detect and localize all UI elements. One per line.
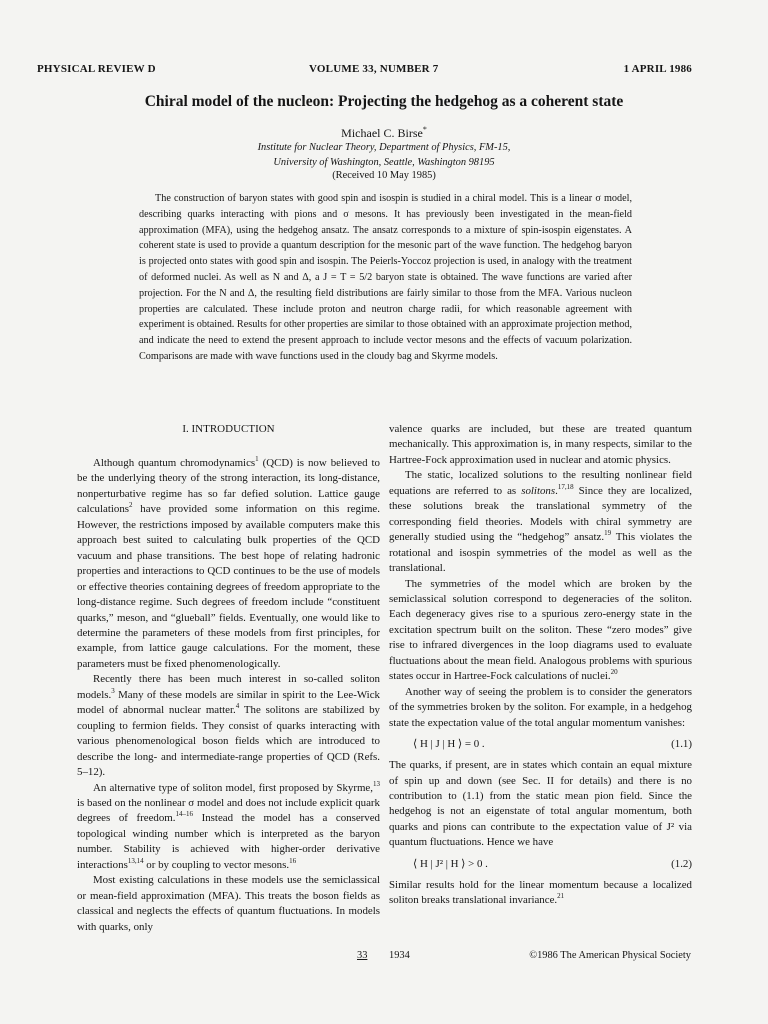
author-name <box>0 125 768 141</box>
paragraph-zero-modes: The symmetries of the model which are broken by the semiclassical solution correspond to degeneracies of the soliton. Each degeneracy gives rise to a spurious zero-energy state in the excitation spectrum built on the soliton. These “zero modes” give rise to infrared divergences in the loop diagrams used to evaluate fluctuations about the mean field. Analogous problems with spurious states occur in Hartree-Fock calculations of nuclei.$^{20}$ <box>389 577 692 683</box>
section-heading: I. INTRODUCTION <box>182 423 275 435</box>
author-footnote-mark: * <box>422 125 427 134</box>
issue-date: 1 APRIL 1986 <box>623 63 692 75</box>
abstract: The construction of baryon states with good spin and isospin is studied in a chiral model. This is a linear σ model, describing quarks interacting with pions and σ mesons. It has previously been investigated in the mean-field approximation (MFA), using the hedgehog ansatz. The ansatz corresponds to a mixture of spin-isospin eigenstates. A coherent state is used to provide a quantum description for the mesonic part of the wave function. The hedgehog baryon is projected onto states with good spin and isospin. The Peierls-Yoccoz projection is used, in analogy with the treatment of deformed nuclei. As well as N and Δ, a J = T = 5/2 baryon state is obtained. The wave functions are varied after projection. For the N and Δ, the resulting field distributions are fairly similar to those from the MFA. Various nucleon properties are calculated. These include proton and neutron charge radii, for which reasonable agreement with experiment is obtained. Results for other properties are similar to those obtained with an approximate projection method, and indicate the need to extend the present approach to include vector mesons and the effects of vacuum polarization. Comparisons are made with wave functions used in the cloudy bag and Skyrme models. <box>139 193 632 362</box>
equation-expression: ⟨ H | J | H ⟩ = 0 . <box>413 738 485 751</box>
citation-ref: 3 <box>111 686 115 695</box>
affiliation-line-2: University of Washington, Seattle, Washington 98195 <box>273 157 495 168</box>
citation-ref: 21 <box>557 892 565 901</box>
citation-ref: 1 <box>255 455 259 463</box>
equation-1-2 <box>389 852 692 877</box>
equation-1-1 <box>389 732 692 757</box>
paragraph-spin-mixture: The quarks, if present, are in states which contain an equal mixture of spin up and down (see Sec. II for details) and there is no contribution to (1.1) from the static mean pion field. Since the hedgehog is not an eigenstate of total angular momentum, both quarks and pions can contribute to the expectation value of J² via quantum fluctuations. Hence we have <box>389 759 692 849</box>
citation-ref: 13 <box>373 779 380 788</box>
right-column <box>389 422 692 909</box>
journal-name: PHYSICAL REVIEW D <box>37 63 156 75</box>
citation-ref: 13,14 <box>127 856 144 865</box>
citation-ref: 17,18 <box>557 482 574 491</box>
affiliation-line-1: Institute for Nuclear Theory, Department of Physics, FM-15, <box>257 142 511 153</box>
equation-number: (1.2) <box>671 857 692 870</box>
paragraph-solitons: The static, localized solutions to the resulting nonlinear field equations are referred to as solitons.$^{17,18}$ Since they are localized, these solutions break the translational symmetry of the corresponding field theories. Models with chiral symmetry are generally studied using the “hedgehog” ansatz.$^{19}$ This violates the rotational and isospin symmetries of the model as well as the translational. <box>389 469 692 575</box>
footer-volume: 33 <box>357 950 368 961</box>
citation-ref: 19 <box>604 529 612 538</box>
paragraph-generators: Another way of seeing the problem is to consider the generators of the symmetries broken by the soliton. For example, in a hedgehog state the expectation value of the total angular momentum vanishes: <box>389 685 692 729</box>
equation-expression: ⟨ H | J² | H ⟩ > 0 . <box>413 857 488 870</box>
paragraph-mfa: Most existing calculations in these models use the semiclassical or mean-field approximation (MFA). This treats the boson fields as classical and neglects the effects of quantum fluctuations. In models with quarks, only <box>77 874 380 933</box>
paragraph-valence-quarks: valence quarks are included, but these are treated quantum mechanically. This approximation is, in many respects, similar to the Hartree-Fock approximation used in nuclear and atomic physics. <box>389 423 692 466</box>
page-number: 1934 <box>389 950 410 961</box>
author-text: Michael C. Birse <box>341 126 423 140</box>
paragraph-soliton-models: Recently there has been much interest in so-called soliton models.$^3$ Many of these models are similar in spirit to the Lee-Wick model of abnormal nuclear matter.$^4$ The solitons are stabilized by coupling to fermion fields. They consist of quarks interacting with various phenomenological boson fields which are introduced to describe the long- and intermediate-range properties of QCD (Refs. 5–12). <box>77 673 381 779</box>
citation-ref: 16 <box>289 856 297 865</box>
article-title: Chiral model of the nucleon: Projecting the hedgehog as a coherent state <box>144 93 624 110</box>
paragraph-linear-momentum: Similar results hold for the linear momentum because a localized soliton breaks translational invariance.$^{21}$ <box>389 878 692 907</box>
received-date: (Received 10 May 1985) <box>332 170 436 181</box>
left-column <box>77 422 380 935</box>
copyright-notice: ©1986 The American Physical Society <box>529 950 691 961</box>
citation-ref: 4 <box>235 702 240 711</box>
paragraph-qcd: Although quantum chromodynamics$^1$ (QCD) is now believed to be the underlying theory of the strong interaction, its long-distance, nonperturbative regime has so far defied solution. Lattice gauge calculations$^2$ have provided some information on this regime. However, the restrictions imposed by available computers make this approach best suited to calculating bulk properties of the QCD vacuum and phase transitions. The best hope of relating hadronic properties and interactions to QCD continues to be the use of models or effective theories containing degrees of freedom appropriate to the long-distance regime. Such degrees of freedom include “constituent quarks,” meson, and “glueball” fields. Eventually, one would like to determine the parameters of these models from first principles, for example, from lattice gauge calculations. For the moment, these parameters must be fixed phenomenologically. <box>77 455 380 670</box>
citation-ref: 14–16 <box>175 810 194 819</box>
citation-ref: 2 <box>129 501 133 510</box>
equation-number: (1.1) <box>671 738 692 751</box>
citation-ref: 20 <box>610 668 618 677</box>
paragraph-skyrme: An alternative type of soliton model, first proposed by Skyrme,$^{13}$ is based on the nonlinear σ model and does not include explicit quark degrees of freedom.$^{14-16}$ Instead the model has a conserved topological winding number which is interpreted as the baryon number. Stability is achieved with higher-order derivative interactions$^{13,14}$ or by coupling to vector mesons.$^{16}$ <box>77 779 381 871</box>
volume-number: VOLUME 33, NUMBER 7 <box>309 63 439 75</box>
